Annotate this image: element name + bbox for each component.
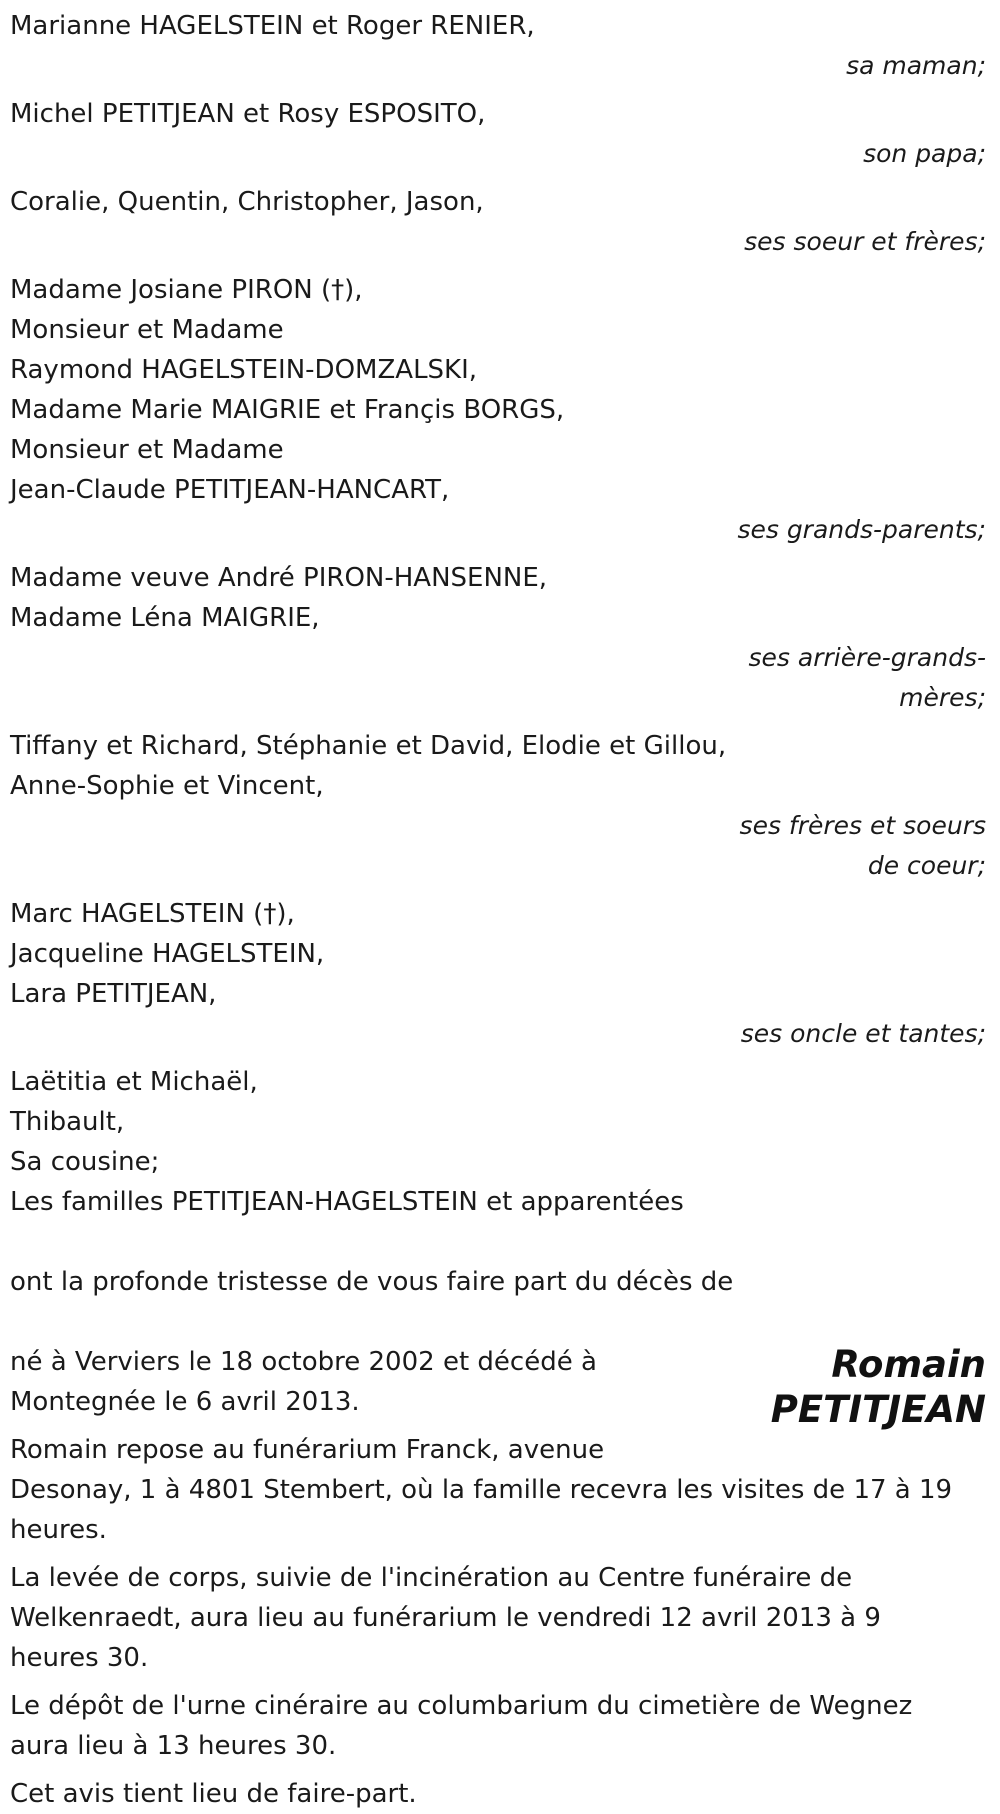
relative-line: Laëtitia et Michaël, — [10, 1067, 258, 1097]
announcement-text: ont la profonde tristesse de vous faire part du décès de — [10, 1267, 734, 1297]
family-group-siblings — [10, 182, 986, 262]
birth-death-line: né à Verviers le 18 octobre 2002 et décédé à — [10, 1347, 597, 1377]
spacer — [10, 1222, 986, 1262]
funerarium-rest: Desonay, 1 à 4801 Stembert, où la famille recevra les visites de 17 à 19 heures. — [10, 1475, 953, 1545]
family-role: ses oncle et tantes; — [740, 1019, 986, 1048]
funerarium-paragraph — [10, 1430, 986, 1550]
birth-death-line: Montegnée le 6 avril 2013. — [10, 1387, 360, 1417]
deceased-first-name: Romain — [831, 1343, 986, 1386]
urn-paragraph: Le dépôt de l'urne cinéraire au columbarium du cimetière de Wegnez aura lieu à 13 heures 30. — [10, 1691, 913, 1761]
family-role: de coeur; — [867, 851, 986, 880]
family-group-grandparents — [10, 270, 986, 550]
relative-line: Sa cousine; — [10, 1147, 160, 1177]
family-names: Raymond HAGELSTEIN-DOMZALSKI, — [10, 355, 478, 385]
funerarium-first-line: Romain repose au funérarium Franck, avenue — [10, 1435, 605, 1465]
family-role: ses grands-parents; — [737, 515, 986, 544]
other-relatives — [10, 1062, 986, 1222]
family-names: Jacqueline HAGELSTEIN, — [10, 939, 325, 969]
family-names: Monsieur et Madame — [10, 315, 284, 345]
family-group-uncle-aunts — [10, 894, 986, 1054]
family-names: Madame veuve André PIRON-HANSENNE, — [10, 563, 548, 593]
family-names: Monsieur et Madame — [10, 435, 284, 465]
family-role: ses frères et soeurs — [739, 811, 986, 840]
obituary-content — [10, 6, 986, 1814]
relative-line: Les familles PETITJEAN-HAGELSTEIN et apparentées — [10, 1187, 684, 1217]
family-names: Jean-Claude PETITJEAN-HANCART, — [10, 475, 450, 505]
family-role: ses arrière-grands- — [748, 643, 986, 672]
family-names: Madame Léna MAIGRIE, — [10, 603, 320, 633]
relative-line: Thibault, — [10, 1107, 125, 1137]
family-names: Marianne HAGELSTEIN et Roger RENIER, — [10, 11, 535, 41]
family-names: Marc HAGELSTEIN (†), — [10, 899, 295, 929]
closing-paragraph: Cet avis tient lieu de faire-part. — [10, 1779, 417, 1809]
ceremony-paragraph: La levée de corps, suivie de l'incinération au Centre funéraire de Welkenraedt, aura lieu au funérarium le vendredi 12 avril 2013 à 9 heures 30. — [10, 1563, 881, 1673]
family-role: ses soeur et frères; — [744, 227, 986, 256]
family-names: Coralie, Quentin, Christopher, Jason, — [10, 187, 484, 217]
family-names: Michel PETITJEAN et Rosy ESPOSITO, — [10, 99, 486, 129]
family-role: mères; — [899, 683, 986, 712]
family-names: Tiffany et Richard, Stéphanie et David, Elodie et Gillou, — [10, 731, 727, 761]
family-role: sa maman; — [846, 51, 986, 80]
family-group-heart-siblings — [10, 726, 986, 886]
deceased-name — [771, 1342, 986, 1432]
family-group-father — [10, 94, 986, 174]
deceased-block — [10, 1342, 986, 1431]
family-group-great-grandmothers — [10, 558, 986, 718]
family-names: Anne-Sophie et Vincent, — [10, 771, 324, 801]
family-names: Madame Josiane PIRON (†), — [10, 275, 363, 305]
deceased-last-name: PETITJEAN — [770, 1388, 986, 1431]
family-names: Madame Marie MAIGRIE et Françis BORGS, — [10, 395, 565, 425]
family-role: son papa; — [863, 139, 986, 168]
family-names: Lara PETITJEAN, — [10, 979, 217, 1009]
family-group-mother — [10, 6, 986, 86]
